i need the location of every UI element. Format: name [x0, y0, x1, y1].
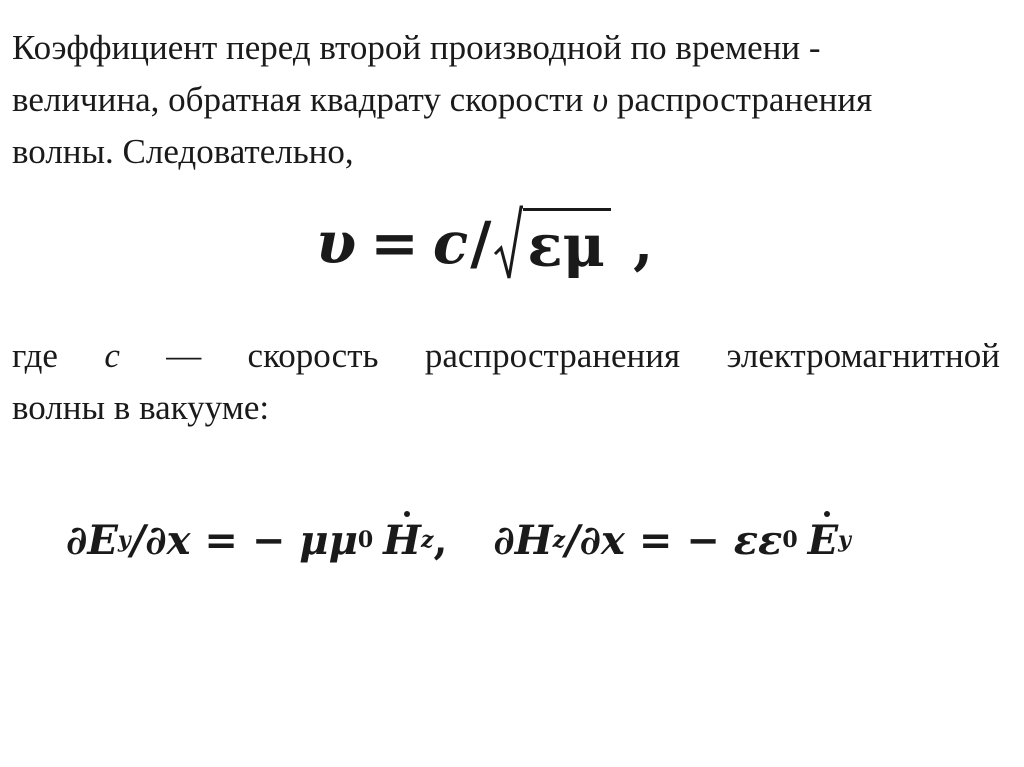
- eq1-sub-0: 0: [357, 527, 374, 553]
- where-paragraph: [12, 330, 1000, 434]
- intro-line-2: [12, 74, 1012, 126]
- intro-line-1: Коэффициент перед второй производной по времени -: [12, 28, 821, 67]
- formula-comma: ,: [633, 209, 654, 277]
- eq2-e-dot: E: [807, 516, 839, 564]
- eq1-partial-e: ∂E: [66, 516, 118, 564]
- intro-line-2-end: распространения: [608, 80, 873, 119]
- square-root: [493, 204, 611, 282]
- eq2-sub-0: 0: [782, 527, 798, 553]
- eq1-h-dot: H: [383, 516, 421, 564]
- where-line-2: волны в вакууме:: [12, 388, 270, 427]
- word-electromagnetic: электромагнитной: [726, 336, 1000, 375]
- eq1-comma: ,: [433, 516, 448, 564]
- eq2-sub-y: y: [838, 527, 851, 553]
- em-dash: —: [166, 336, 202, 375]
- intro-line-2-start: величина, обратная квадрату скорости: [12, 80, 593, 119]
- intro-paragraph: [12, 22, 1012, 178]
- word-speed: скорость: [247, 336, 379, 375]
- eq1-sub-z: z: [420, 527, 434, 553]
- eq2-middle: /∂x = − εε: [565, 516, 783, 564]
- formula-velocity: υ: [316, 209, 357, 277]
- eq1-middle: /∂x = − μμ: [130, 516, 358, 564]
- where-line-1: [12, 330, 1000, 382]
- where-word: где: [12, 336, 58, 375]
- formula-slash: /: [470, 209, 492, 277]
- eq2-sub-z: z: [552, 527, 566, 553]
- maxwell-equations: [66, 500, 851, 580]
- formula-equals: =: [370, 209, 419, 277]
- radical-sign-icon: [493, 204, 523, 282]
- velocity-symbol: υ: [592, 80, 609, 119]
- formula-radicand: εμ: [523, 208, 611, 282]
- wave-speed-formula: [316, 198, 653, 288]
- eq2-partial-h: ∂H: [493, 516, 553, 564]
- formula-c: c: [432, 209, 469, 277]
- c-symbol: c: [104, 336, 120, 375]
- word-propagation: распространения: [424, 336, 681, 375]
- eq1-sub-y: y: [117, 527, 131, 553]
- intro-line-3: волны. Следовательно,: [12, 132, 354, 171]
